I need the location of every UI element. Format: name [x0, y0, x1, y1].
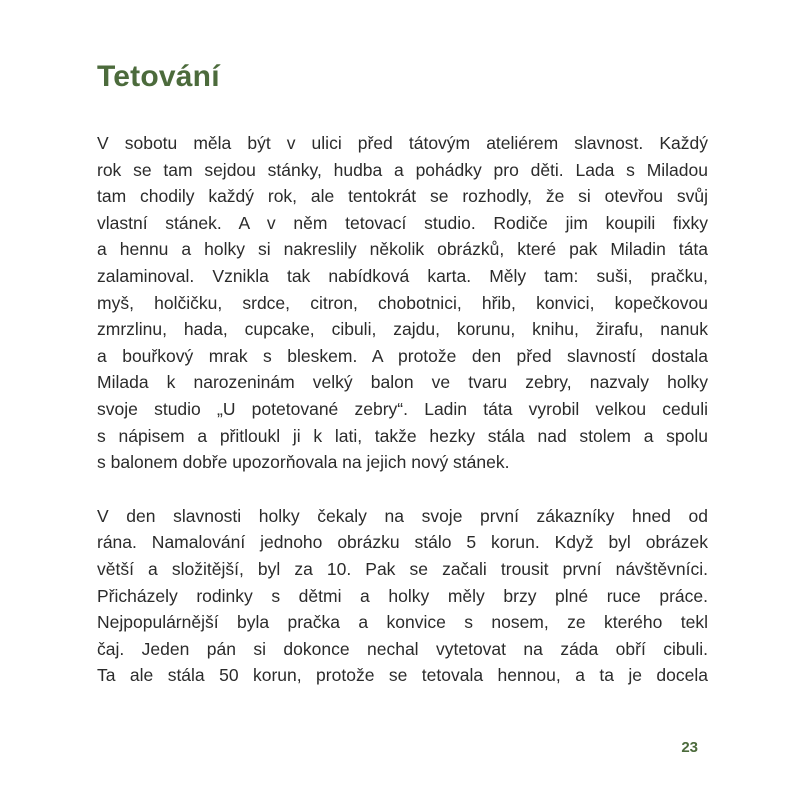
- text-line: s nápisem a přitloukl ji k lati, takže hezky stála nad stolem a spolu: [97, 425, 708, 446]
- text-line: myš, holčičku, srdce, citron, chobotnici, hřib, konvici, kopečkovou: [97, 292, 708, 313]
- text-line: rána. Namalování jednoho obrázku stálo 5 korun. Když byl obrázek: [97, 532, 708, 553]
- text-line: čaj. Jeden pán si dokonce nechal vytetovat na záda obří cibuli.: [97, 638, 708, 659]
- text-line: s balonem dobře upozorňovala na jejich nový stánek.: [97, 452, 510, 473]
- text-line: zmrzlinu, hada, cupcake, cibuli, zajdu, korunu, knihu, žirafu, nanuk: [97, 319, 708, 340]
- page-title: Tetování: [97, 60, 220, 93]
- text-line: Přicházely rodinky s dětmi a holky měly brzy plné ruce práce.: [97, 585, 708, 606]
- text-line: a hennu a holky si nakreslily několik obrázků, které pak Miladin táta: [97, 239, 708, 260]
- text-line: Ta ale stála 50 korun, protože se tetovala hennou, a ta je docela: [97, 665, 708, 686]
- paragraph-1: [97, 130, 708, 476]
- body-text: [97, 130, 708, 716]
- text-line: rok se tam sejdou stánky, hudba a pohádky pro děti. Lada s Miladou: [97, 159, 708, 180]
- text-line: zalaminoval. Vznikla tak nabídková karta. Měly tam: suši, pračku,: [97, 265, 708, 286]
- paragraph-2: [97, 503, 708, 689]
- text-line: Milada k narozeninám velký balon ve tvaru zebry, nazvaly holky: [97, 372, 708, 393]
- page-number: 23: [681, 739, 698, 756]
- text-line: Nejpopulárnější byla pračka a konvice s nosem, ze kterého tekl: [97, 612, 708, 633]
- text-line: svoje studio „U potetované zebry“. Ladin táta vyrobil velkou ceduli: [97, 398, 708, 419]
- text-line: V den slavnosti holky čekaly na svoje první zákazníky hned od: [97, 505, 708, 526]
- text-line: V sobotu měla být v ulici před tátovým ateliérem slavnost. Každý: [97, 133, 708, 153]
- text-line: větší a složitější, byl za 10. Pak se začali trousit první návštěvníci.: [97, 558, 708, 579]
- text-line: a bouřkový mrak s bleskem. A protože den před slavností dostala: [97, 345, 708, 366]
- text-line: vlastní stánek. A v něm tetovací studio. Rodiče jim koupili fixky: [97, 212, 708, 233]
- text-line: tam chodily každý rok, ale tentokrát se rozhodly, že si otevřou svůj: [97, 186, 708, 207]
